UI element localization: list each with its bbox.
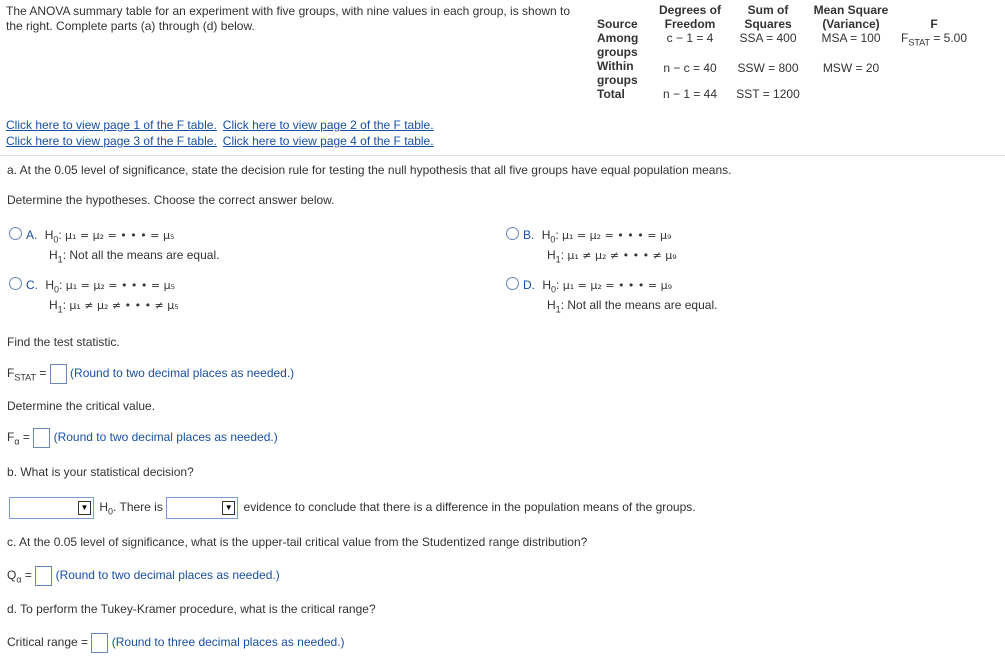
row-ss: SSW = 800 bbox=[737, 61, 799, 75]
chevron-down-icon: ▼ bbox=[222, 501, 235, 515]
option-d-letter: D. bbox=[523, 278, 535, 292]
h0-label: H bbox=[99, 500, 109, 515]
part-d-question: d. To perform the Tukey-Kramer procedure, what is the critical range? bbox=[7, 602, 376, 616]
critical-value-prompt: Determine the critical value. bbox=[7, 399, 156, 413]
table-header-row bbox=[593, 3, 973, 31]
find-stat-prompt: Find the test statistic. bbox=[7, 335, 120, 349]
option-b[interactable]: B. $H_0$: μ₁ = μ₂ = • • • = μ₉ bbox=[506, 225, 671, 249]
option-c-h1-text: μ₁ ≠ μ₂ ≠ • • • ≠ μ₅ bbox=[69, 299, 179, 312]
fstat-hint: (Round to two decimal places as needed.) bbox=[70, 366, 295, 381]
row-df: c − 1 = 4 bbox=[666, 31, 714, 45]
radio-c[interactable] bbox=[9, 277, 22, 290]
qalpha-row: $Q_\alpha$ = (Round to two decimal places as needed.) bbox=[7, 566, 280, 586]
option-b-letter: B. bbox=[523, 228, 535, 242]
option-b-h0: μ₁ = μ₂ = • • • = μ₉ bbox=[562, 229, 672, 242]
problem-intro: The ANOVA summary table for an experiment with five groups, with nine values in each group, is shown to the right. Complete parts (a) through (d) below. bbox=[6, 4, 571, 33]
critical-range-row bbox=[7, 633, 345, 653]
option-c-letter: C. bbox=[26, 278, 38, 292]
critical-range-label: Critical range = bbox=[7, 635, 89, 650]
evidence-dropdown[interactable] bbox=[166, 497, 238, 519]
decision-dropdown[interactable] bbox=[9, 497, 94, 519]
option-b-h1: $H_1$: μ₁ ≠ μ₂ ≠ • • • ≠ μ₉ bbox=[547, 248, 677, 265]
there-is-text: . There is bbox=[113, 500, 163, 515]
decision-tail-text: evidence to conclude that there is a difference in the population means of the groups. bbox=[243, 500, 696, 515]
option-a-h0: μ₁ = μ₂ = • • • = μ₅ bbox=[65, 229, 175, 242]
decision-row bbox=[9, 497, 696, 519]
option-d-h1: $H_1$: Not all the means are equal. bbox=[547, 298, 718, 315]
falpha-label: F bbox=[7, 430, 15, 445]
option-a-h1-text: Not all the means are equal. bbox=[69, 248, 220, 262]
option-d-h0: μ₁ = μ₂ = • • • = μ₉ bbox=[562, 279, 673, 292]
radio-b[interactable] bbox=[506, 227, 519, 240]
part-a-question: a. At the 0.05 level of significance, state the decision rule for testing the null hypothesis that all five groups have equal population means. bbox=[7, 163, 732, 177]
f-table-link-4[interactable]: Click here to view page 4 of the F table. bbox=[222, 134, 434, 148]
row-source: Within groups bbox=[597, 59, 638, 87]
f-table-link-1[interactable]: Click here to view page 1 of the F table. bbox=[6, 118, 217, 132]
radio-d[interactable] bbox=[506, 277, 519, 290]
qalpha-label: Q bbox=[7, 568, 17, 583]
h0-sub: 0 bbox=[108, 506, 114, 517]
row-source: Total bbox=[597, 87, 625, 101]
option-c-h1: $H_1$: μ₁ ≠ μ₂ ≠ • • • ≠ μ₅ bbox=[49, 298, 179, 315]
f-label: F bbox=[900, 31, 909, 45]
part-b-question: b. What is your statistical decision? bbox=[7, 465, 194, 479]
f-value: = 5.00 bbox=[929, 31, 968, 45]
option-b-h1-text: μ₁ ≠ μ₂ ≠ • • • ≠ μ₉ bbox=[567, 249, 677, 262]
radio-a[interactable] bbox=[9, 227, 22, 240]
header-f: F bbox=[930, 17, 938, 31]
row-ms bbox=[807, 87, 895, 101]
row-ms: MSW = 20 bbox=[822, 61, 880, 75]
table-row bbox=[593, 31, 973, 59]
table-row bbox=[593, 59, 973, 87]
option-d-h1-text: Not all the means are equal. bbox=[567, 298, 718, 312]
header-ms: Mean Square (Variance) bbox=[813, 3, 889, 31]
f-sub: STAT bbox=[908, 37, 930, 48]
falpha-sub: α bbox=[14, 436, 20, 447]
fstat-input[interactable] bbox=[50, 364, 67, 384]
falpha-hint: (Round to two decimal places as needed.) bbox=[53, 430, 278, 445]
row-f bbox=[895, 59, 973, 87]
falpha-input[interactable] bbox=[33, 428, 50, 448]
divider bbox=[0, 155, 1005, 156]
row-ss: SSA = 400 bbox=[739, 31, 797, 45]
row-f bbox=[895, 31, 973, 59]
falpha-row: $F_\alpha$ = (Round to two decimal places as needed.) bbox=[7, 428, 278, 448]
row-f bbox=[895, 87, 973, 101]
option-c[interactable]: C. $H_0$: μ₁ = μ₂ = • • • = μ₅ bbox=[9, 275, 175, 299]
qalpha-sub: α bbox=[16, 574, 22, 585]
part-c-question: c. At the 0.05 level of significance, what is the upper-tail critical value from the Studentized range distribution? bbox=[7, 535, 588, 549]
row-df: n − 1 = 44 bbox=[662, 87, 718, 101]
header-ss: Sum of Squares bbox=[744, 3, 792, 31]
hypotheses-prompt: Determine the hypotheses. Choose the correct answer below. bbox=[7, 193, 335, 207]
qalpha-input[interactable] bbox=[35, 566, 52, 586]
row-df: n − c = 40 bbox=[663, 61, 717, 75]
fstat-label: F bbox=[7, 366, 15, 381]
anova-table bbox=[593, 3, 973, 101]
fstat-sub: STAT bbox=[14, 372, 37, 383]
f-table-link-3[interactable]: Click here to view page 3 of the F table. bbox=[6, 134, 217, 148]
critical-range-hint: (Round to three decimal places as needed.) bbox=[111, 635, 345, 650]
option-a-letter: A. bbox=[26, 228, 38, 242]
table-row bbox=[593, 87, 973, 101]
header-source: Source bbox=[597, 17, 638, 31]
row-ss: SST = 1200 bbox=[736, 87, 800, 101]
header-df: Degrees of Freedom bbox=[658, 3, 722, 31]
f-table-links bbox=[6, 117, 440, 149]
f-table-link-2[interactable]: Click here to view page 2 of the F table. bbox=[222, 118, 434, 132]
option-c-h0: μ₁ = μ₂ = • • • = μ₅ bbox=[65, 279, 176, 292]
option-a[interactable]: A. $H_0$: μ₁ = μ₂ = • • • = μ₅ bbox=[9, 225, 174, 249]
qalpha-hint: (Round to two decimal places as needed.) bbox=[55, 568, 280, 583]
chevron-down-icon: ▼ bbox=[78, 501, 91, 515]
row-source: Among groups bbox=[597, 31, 639, 59]
critical-range-input[interactable] bbox=[91, 633, 108, 653]
option-d[interactable]: D. $H_0$: μ₁ = μ₂ = • • • = μ₉ bbox=[506, 275, 672, 299]
option-a-h1: $H_1$: Not all the means are equal. bbox=[49, 248, 220, 265]
fstat-row: $F_{STAT}$ = (Round to two decimal places as needed.) bbox=[7, 364, 294, 384]
row-ms: MSA = 100 bbox=[821, 31, 881, 45]
